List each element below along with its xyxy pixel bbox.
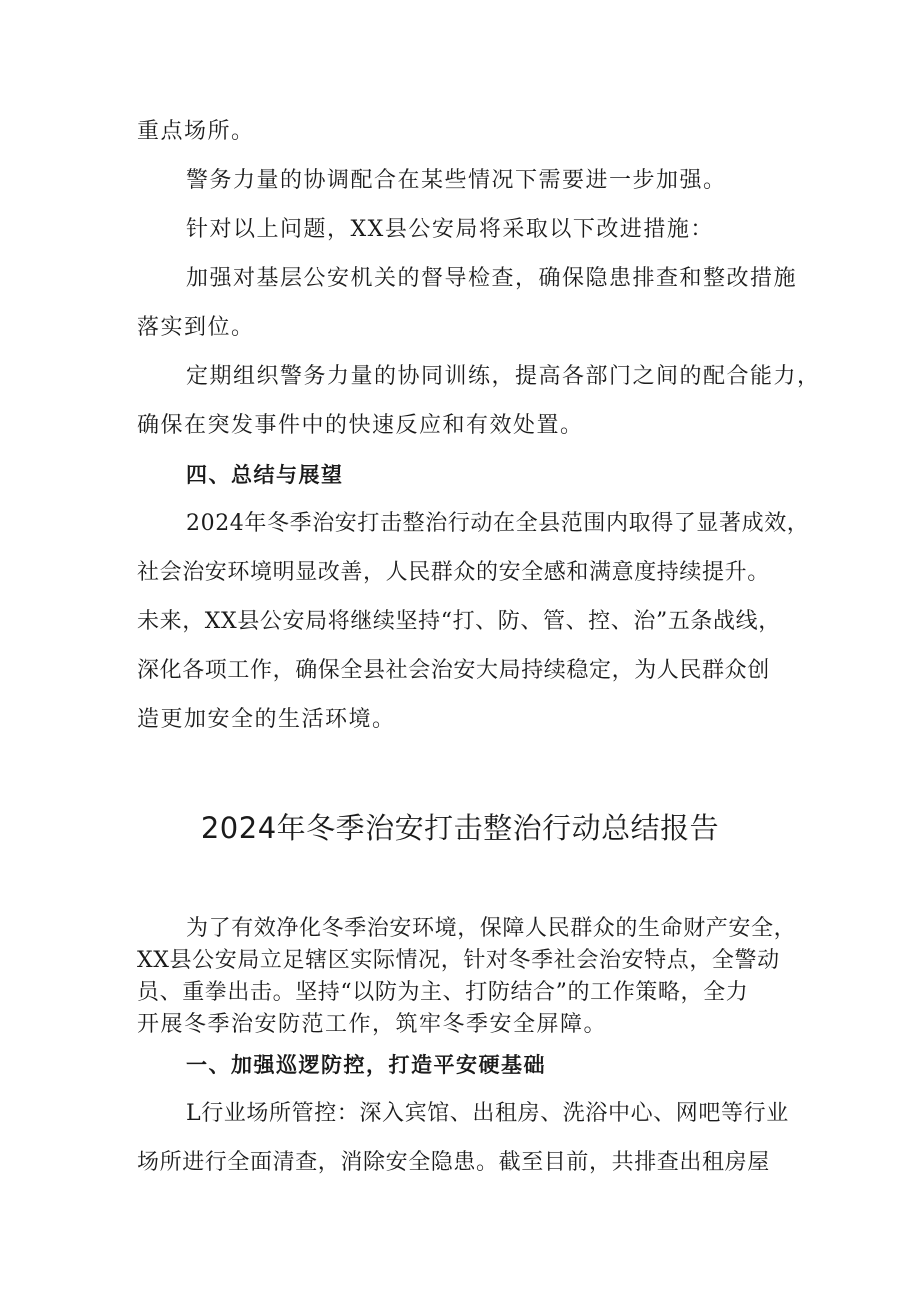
paragraph-line: 2024年冬季治安打击整治行动在全县范围内取得了显著成效， [186,511,810,536]
paragraph-line: 针对以上问题，XX县公安局将采取以下改进措施： [186,217,714,242]
paragraph-line: 确保在突发事件中的快速反应和有效处置。 [137,413,584,438]
paragraph-line: 定期组织警务力量的协同训练，提高各部门之间的配合能力， [186,364,821,389]
paragraph-line: 重点场所。 [137,119,255,144]
paragraph-line: 深化各项工作，确保全县社会治安大局持续稳定，为人民群众创 [137,658,770,683]
paragraph-line: 未来，XX县公安局将继续坚持“打、防、管、控、治”五条战线， [137,609,781,634]
report-title: 2024年冬季治安打击整治行动总结报告 [200,811,720,845]
section-heading: 四、总结与展望 [186,463,344,487]
paragraph-line: 员、重拳出击。坚持“以防为主、打防结合”的工作策略，全力 [137,980,749,1005]
section-heading: 一、加强巡逻防控，打造平安硬基础 [186,1053,546,1077]
paragraph-line: 造更加安全的生活环境。 [137,707,396,732]
paragraph-line: 警务力量的协调配合在某些情况下需要进一步加强。 [186,168,727,193]
paragraph-line: 落实到位。 [137,315,255,340]
paragraph-line: 社会治安环境明显改善，人民群众的安全感和满意度持续提升。 [137,560,770,585]
paragraph-line: 场所进行全面清查，消除安全隐患。截至目前，共排查出租房屋 [137,1150,770,1175]
paragraph-line: 为了有效净化冬季治安环境，保障人民群众的生命财产安全， [186,916,797,941]
paragraph-line: XX县公安局立足辖区实际情况，针对冬季社会治安特点，全警动 [137,948,780,973]
paragraph-line: 加强对基层公安机关的督导检查，确保隐患排查和整改措施 [186,266,798,291]
paragraph-line: 开展冬季治安防范工作，筑牢冬季安全屏障。 [137,1012,608,1037]
paragraph-line: L行业场所管控：深入宾馆、出租房、洗浴中心、网吧等行业 [186,1101,789,1126]
